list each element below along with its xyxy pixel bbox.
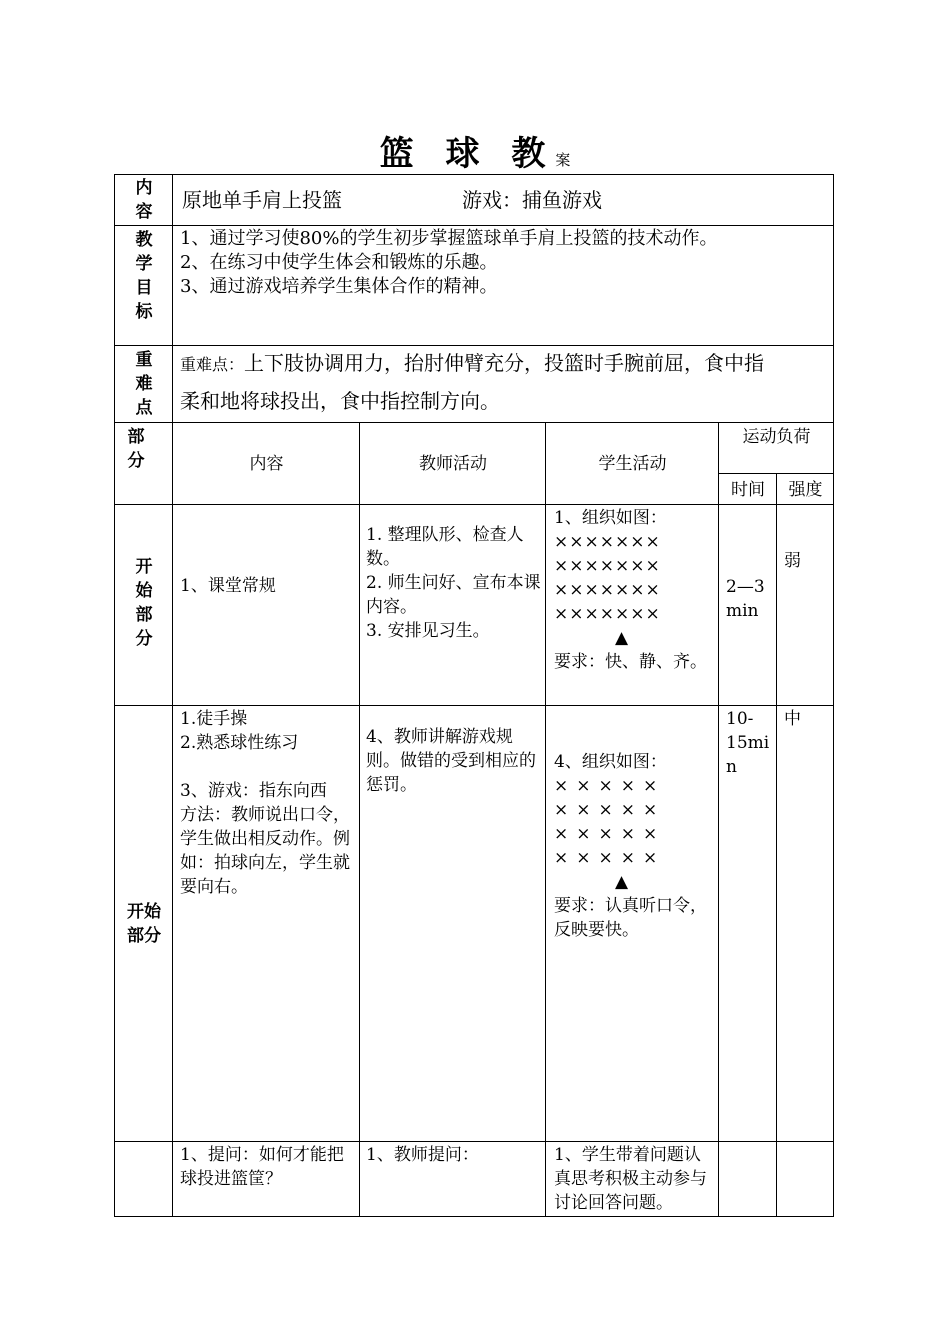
table-line bbox=[172, 174, 173, 1216]
header-part: 部 分 bbox=[127, 427, 145, 471]
formation-row: ××××××× bbox=[554, 580, 661, 600]
title-suffix: 案 bbox=[555, 151, 571, 169]
formation-row: ××××× bbox=[554, 848, 666, 868]
game-topic: 游戏：捕鱼游戏 bbox=[462, 188, 602, 212]
header-student: 学生活动 bbox=[598, 454, 667, 474]
label-goals: 教 学 目 标 bbox=[135, 230, 153, 322]
section1-student bbox=[554, 506, 716, 674]
header-intensity: 强度 bbox=[788, 480, 823, 500]
teacher-marker-icon: ▲ bbox=[614, 872, 629, 892]
section1-requirement: 要求：快、静、齐。 bbox=[554, 652, 707, 672]
goal-item: 2、在练习中使学生体会和锻炼的乐趣。 bbox=[180, 252, 498, 273]
goal-item: 1、通过学习使80%的学生初步掌握篮球单手肩上投篮的技术动作。 bbox=[180, 228, 718, 249]
page-title bbox=[0, 126, 950, 175]
table-line bbox=[114, 174, 834, 175]
section2-time: 10- 15min bbox=[726, 709, 770, 777]
table-line bbox=[718, 422, 719, 1216]
formation-row: ××××××× bbox=[554, 556, 661, 576]
label-content: 内 容 bbox=[135, 178, 153, 222]
table-line bbox=[359, 422, 360, 1216]
section2-student bbox=[554, 750, 716, 942]
table-line bbox=[114, 1141, 834, 1142]
goals-list bbox=[180, 227, 832, 299]
label-key-points: 重 难 点 bbox=[135, 350, 153, 418]
table-line bbox=[545, 422, 546, 1216]
formation-row: ××××× bbox=[554, 776, 666, 796]
section1-teacher: 1. 整理队形、检查人数。 2. 师生问好、宣布本课内容。 3. 安排见习生。 bbox=[366, 525, 541, 641]
section1-content: 1、课堂常规 bbox=[180, 576, 276, 596]
section1-label: 开 始 部 分 bbox=[135, 557, 153, 649]
title-main: 篮 球 教 bbox=[379, 134, 556, 174]
section2-content-a: 1.徒手操 2.熟悉球性练习 bbox=[180, 709, 299, 753]
header-time: 时间 bbox=[731, 480, 765, 500]
header-content: 内容 bbox=[249, 454, 284, 474]
table-line bbox=[776, 473, 777, 1216]
section2-content bbox=[180, 707, 355, 899]
section2-content-b: 3、游戏：指东向西 方法：教师说出口令，学生做出相反动作。例如：拍球向左，学生就要向右。 bbox=[180, 781, 350, 897]
formation-row: ××××××× bbox=[554, 532, 661, 552]
table-line bbox=[114, 504, 834, 505]
section1-time: 2—3 min bbox=[726, 577, 765, 621]
section2-intensity: 中 bbox=[784, 709, 801, 729]
teacher-marker-icon: ▲ bbox=[614, 628, 629, 648]
table-line bbox=[114, 174, 115, 1216]
section1-student-title: 1、组织如图： bbox=[554, 508, 667, 528]
table-line bbox=[114, 422, 834, 423]
formation-row: ××××× bbox=[554, 824, 666, 844]
section3-teacher: 1、教师提问： bbox=[366, 1145, 479, 1165]
lesson-topic: 原地单手肩上投篮 bbox=[182, 188, 342, 212]
section1-intensity: 弱 bbox=[784, 551, 801, 571]
section3-content: 1、提问：如何才能把球投进篮筐？ bbox=[180, 1145, 344, 1189]
section2-requirement: 要求：认真听口令，反映要快。 bbox=[554, 896, 707, 940]
header-teacher: 教师活动 bbox=[419, 454, 487, 474]
section2-teacher: 4、教师讲解游戏规则。做错的受到相应的惩罚。 bbox=[366, 727, 536, 795]
section2-student-title: 4、组织如图： bbox=[554, 752, 667, 772]
header-load: 运动负荷 bbox=[742, 427, 811, 447]
table-line bbox=[114, 705, 834, 706]
table-line bbox=[833, 174, 834, 1216]
key-line: 柔和地将球投出，食中指控制方向。 bbox=[180, 389, 500, 413]
key-prefix: 重难点： bbox=[180, 355, 245, 374]
key-points bbox=[180, 345, 832, 419]
table-line bbox=[114, 225, 834, 226]
key-line: 上下肢协调用力，抬肘伸臂充分，投篮时手腕前屈，食中指 bbox=[244, 351, 765, 375]
formation-row: ××××××× bbox=[554, 604, 661, 624]
section2-label: 开始 部分 bbox=[127, 902, 161, 946]
table-line bbox=[114, 1216, 834, 1217]
formation-row: ××××× bbox=[554, 800, 666, 820]
goal-item: 3、通过游戏培养学生集体合作的精神。 bbox=[180, 276, 498, 297]
section3-student: 1、学生带着问题认真思考积极主动参与讨论回答问题。 bbox=[554, 1145, 707, 1213]
